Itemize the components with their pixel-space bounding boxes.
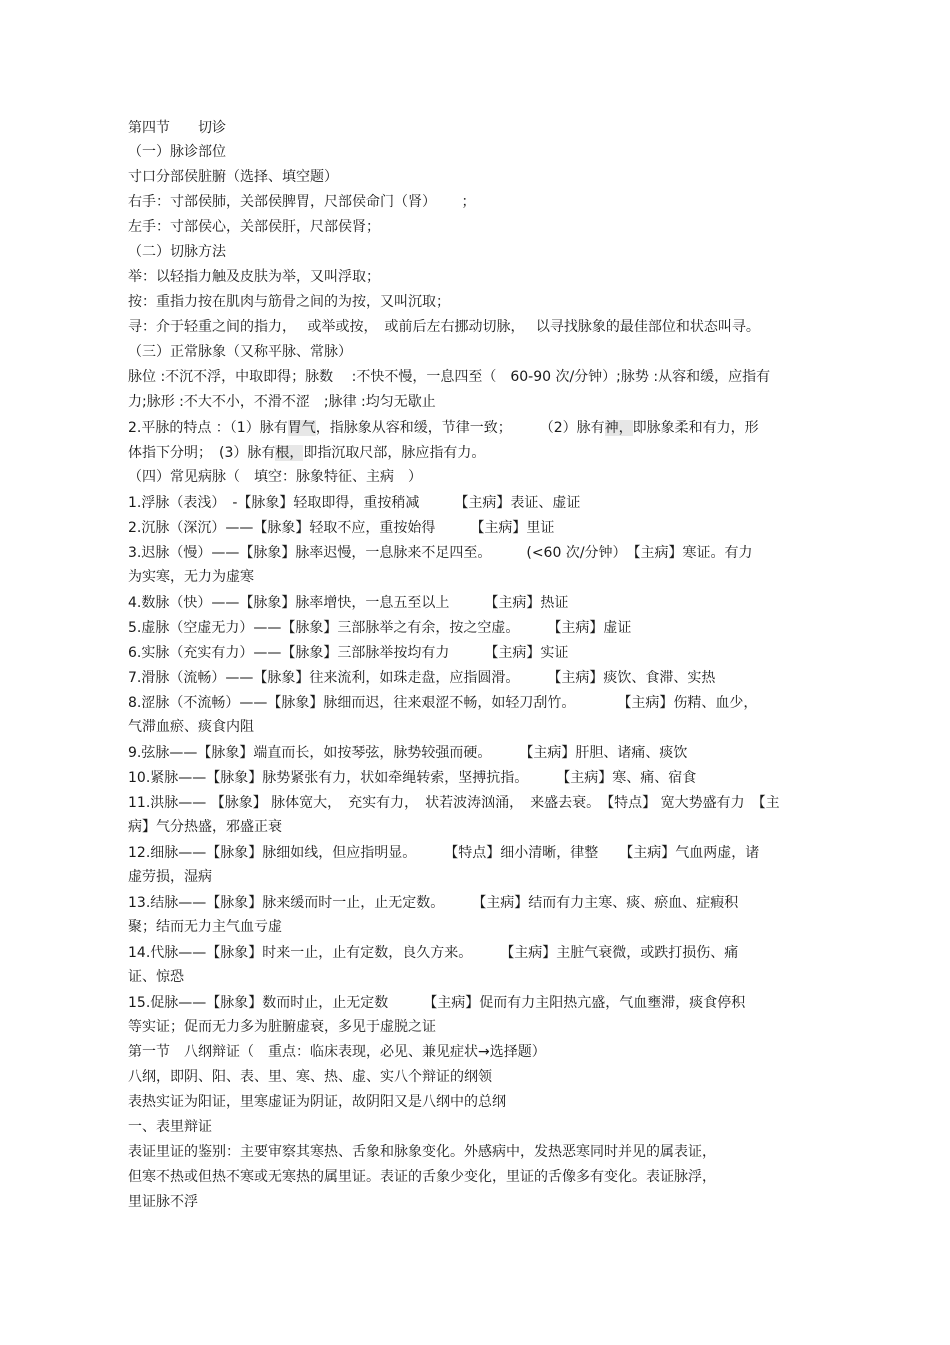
pulse-item: 4.数脉（快）——【脉象】脉率增快，一息五至以上 【主病】热证 <box>128 595 569 611</box>
pulse-item-cont: 证、惊恐 <box>128 969 184 985</box>
text-line: 八纲，即阴、阳、表、里、寒、热、虚、实八个辩证的纲领 <box>128 1069 492 1085</box>
pulse-item: 10.紧脉——【脉象】脉势紧张有力，状如牵绳转索，坚搏抗指。 【主病】寒、痛、宿食 <box>128 770 697 786</box>
text-line: 体指下分明； (3）脉有根，即指沉取尺部，脉应指有力。 <box>128 445 486 461</box>
text-line: 左手：寸部侯心，关部侯肝，尺部侯肾； <box>128 219 380 235</box>
pulse-item: 2.沉脉（深沉）——【脉象】轻取不应，重按始得 【主病】里证 <box>128 520 555 536</box>
highlight-shen: 神， <box>604 420 633 436</box>
pulse-item: 3.迟脉（慢）——【脉象】脉率迟慢，一息脉来不足四至。 (<60 次/分钟） 【主病】寒证。有力 <box>128 545 753 561</box>
pulse-item: 14.代脉——【脉象】时来一止，止有定数，良久方来。 【主病】主脏气衰微，或跌打损伤、痛 <box>128 945 739 961</box>
pulse-item-cont: 气滞血瘀、痰食内阻 <box>128 719 254 735</box>
text-line: 但寒不热或但热不寒或无寒热的属里证。表证的舌象少变化，里证的舌像多有变化。表证脉浮， <box>128 1169 716 1185</box>
pulse-item: 5.虚脉（空虚无力）——【脉象】三部脉举之有余，按之空虚。 【主病】虚证 <box>128 620 632 636</box>
text-line: 力;脉形 :不大不小，不滑不涩 ;脉律 :均匀无歇止 <box>128 394 436 410</box>
pulse-item-cont: 为实寒，无力为虚寒 <box>128 569 254 585</box>
pulse-item: 9.弦脉——【脉象】端直而长，如按琴弦，脉势较强而硬。 【主病】肝胆、诸痛、痰饮 <box>128 745 688 761</box>
text-line: 右手：寸部侯肺，关部侯脾胃，尺部侯命门（肾） ； <box>128 194 476 210</box>
pulse-item-cont: 虚劳损，湿病 <box>128 869 212 885</box>
pulse-item: 12.细脉——【脉象】脉细如线，但应指明显。 【特点】细小清晰，律整 【主病】气血两虚，诸 <box>128 845 760 861</box>
text-line: 表证里证的鉴别：主要审察其寒热、舌象和脉象变化。外感病中，发热恶寒同时并见的属表证， <box>128 1144 716 1160</box>
pulse-item: 6.实脉（充实有力）——【脉象】三部脉举按均有力 【主病】实证 <box>128 645 569 661</box>
subheading-exterior-interior: 一、表里辩证 <box>128 1119 212 1135</box>
text-line: 寸口分部侯脏腑（选择、填空题） <box>128 169 338 185</box>
pulse-item-cont: 病】气分热盛，邪盛正衰 <box>128 819 282 835</box>
heading-pulse-method: （二）切脉方法 <box>128 244 226 260</box>
text-line: 脉位 :不沉不浮，中取即得；脉数 :不快不慢，一息四至（ 60-90 次/分钟）;脉势 :从容和缓，应指有 <box>128 369 771 385</box>
highlight-weiqi: 胃气 <box>287 420 316 436</box>
heading-pulse-position: （一）脉诊部位 <box>128 144 226 160</box>
pulse-item-cont: 聚；结而无力主气血亏虚 <box>128 919 282 935</box>
pulse-item-cont: 等实证；促而无力多为脏腑虚衰，多见于虚脱之证 <box>128 1019 436 1035</box>
heading-common-pulses: （四）常见病脉（ 填空：脉象特征、主病 ） <box>128 469 422 485</box>
pulse-item: 8.涩脉（不流畅）——【脉象】脉细而迟，往来艰涩不畅，如轻刀刮竹。 【主病】伤精、血少， <box>128 695 758 711</box>
pulse-item: 7.滑脉（流畅）——【脉象】往来流利，如珠走盘，应指圆滑。 【主病】痰饮、食滞、实热 <box>128 670 716 686</box>
section-title: 第四节 切诊 <box>128 120 226 136</box>
heading-normal-pulse: （三）正常脉象（又称平脉、常脉） <box>128 344 352 360</box>
highlight-gen: 根， <box>275 445 304 461</box>
heading-eight-principles: 第一节 八纲辩证（ 重点：临床表现，必见、兼见症状→选择题） <box>128 1044 546 1060</box>
text-line: 举：以轻指力触及皮肤为举，又叫浮取； <box>128 269 380 285</box>
text-line: 2.平脉的特点 ：（1）脉有胃气，指脉象从容和缓，节律一致； （2）脉有神，即脉象柔和有力，形 <box>128 420 759 436</box>
pulse-item: 13.结脉——【脉象】脉来缓而时一止，止无定数。 【主病】结而有力主寒、痰、瘀血、症瘕积 <box>128 895 739 911</box>
pulse-item: 11.洪脉—— 【脉象】 脉体宽大， 充实有力， 状若波涛汹涌， 来盛去衰。 【特点】 宽大势盛有力 【主 <box>128 795 780 811</box>
text-line: 寻：介于轻重之间的指力， 或举或按， 或前后左右挪动切脉， 以寻找脉象的最佳部位和状态叫寻。 <box>128 319 760 335</box>
pulse-item: 1.浮脉（表浅） -【脉象】轻取即得，重按稍减 【主病】表证、虚证 <box>128 495 581 511</box>
text-line: 表热实证为阳证，里寒虚证为阴证，故阴阳又是八纲中的总纲 <box>128 1094 506 1110</box>
pulse-item: 15.促脉——【脉象】数而时止，止无定数 【主病】促而有力主阳热亢盛，气血壅滞，痰食停积 <box>128 995 746 1011</box>
text-line: 里证脉不浮 <box>128 1194 198 1210</box>
text-line: 按：重指力按在肌肉与筋骨之间的为按，又叫沉取； <box>128 294 450 310</box>
